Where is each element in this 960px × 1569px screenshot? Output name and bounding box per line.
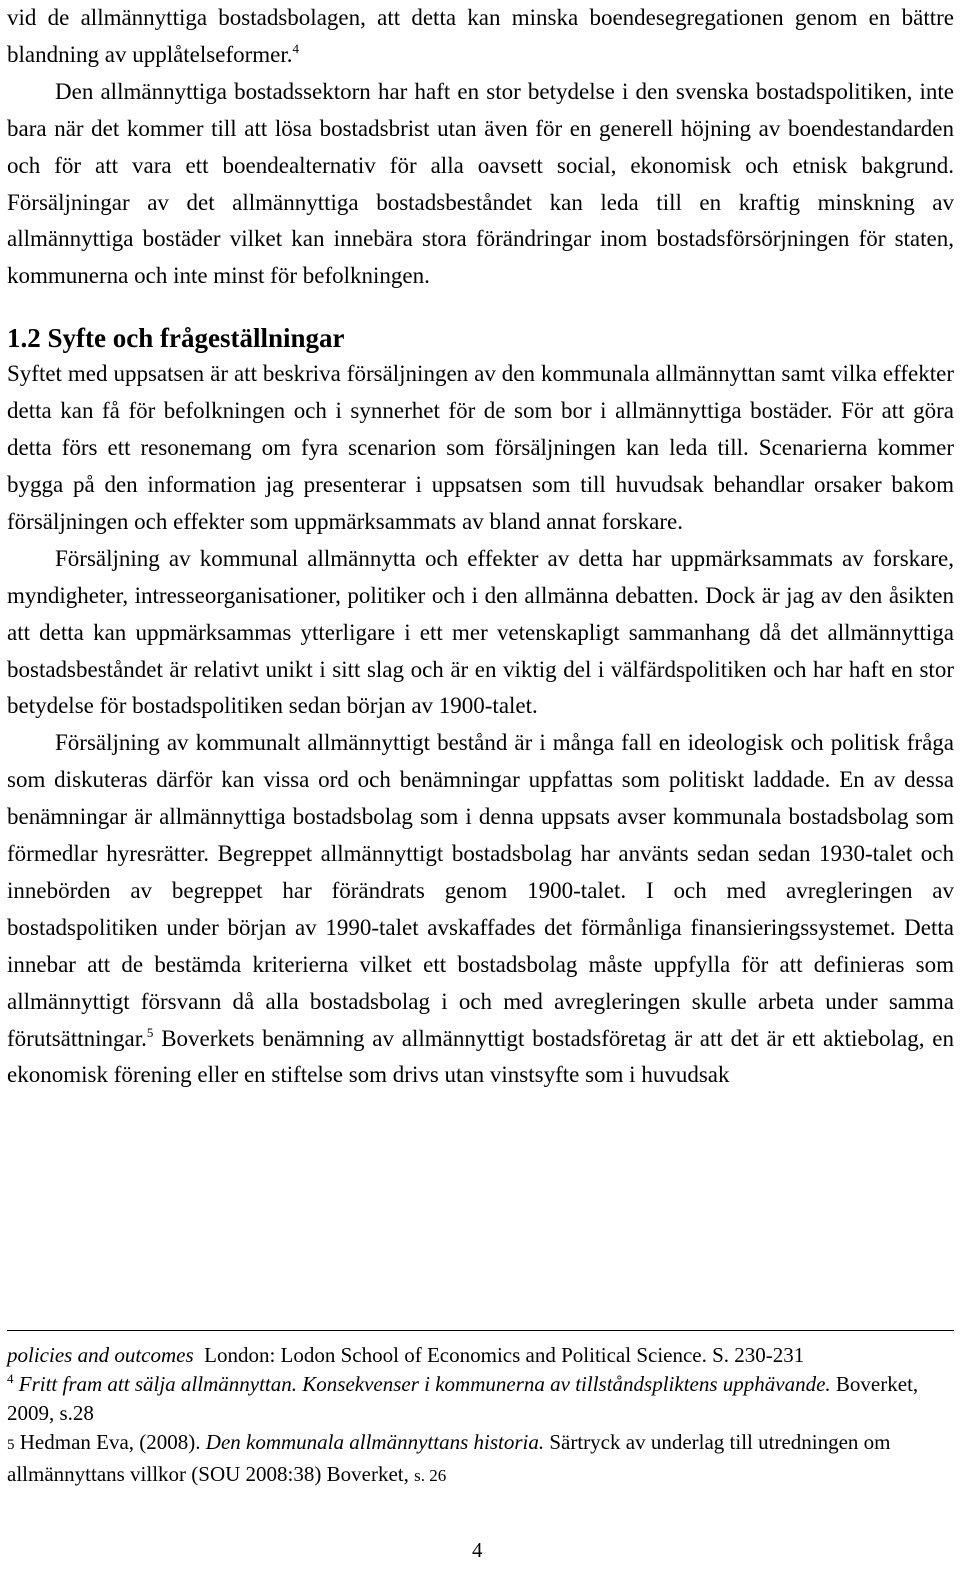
paragraph-1: vid de allmännyttiga bostadsbolagen, att detta kan minska boendesegregationen genom en bättre blandning av upplåtelseformer.$^4$	[7, 5, 954, 67]
footnotes	[7, 1341, 954, 1490]
paragraph-2: Den allmännyttiga bostadssektorn har haft en stor betydelse i den svenska bostadspolitiken, inte bara när det kommer till att lösa bostadsbrist utan även för en generell höjning av boendestandarden och för att vara ett boendealternativ för alla oavsett social, ekonomisk och etnisk bakgrund. Försäljningar av det allmännyttiga bostadsbeståndet kan leda till en kraftig minskning av allmännyttiga bostäder vilket kan innebära stora förändringar inom bostadsförsörjningen för staten, kommunerna och inte minst för befolkningen.	[7, 78, 954, 289]
paragraph-5: Försäljning av kommunalt allmännyttigt bestånd är i många fall en ideologisk och politisk fråga som diskuteras därför kan vissa ord och benämningar uppfattas som politiskt laddade. En av dessa benämningar är allmännyttiga bostadsbolag som i denna uppsats avser kommunala bostadsbolag som förmedlar hyresrätter. Begreppet allmännyttigt bostadsbolag har använts sedan sedan 1930-talet och innebörden av begreppet har förändrats genom 1900-talet. I och med avregleringen av bostadspolitiken under början av 1990-talet avskaffades det förmånliga finansieringssystemet. Detta innebar att de bestämda kriterierna vilket ett bostadsbolag måste uppfylla för att definieras som allmännyttigt försvann då alla bostadsbolag i och med avregleringen skulle arbeta under samma förutsättningar.$^5$ Boverkets benämning av allmännyttigt bostadsföretag är att det är ett aktiebolag, en ekonomisk förening eller en stiftelse som drivs utan vinstsyfte som i huvudsak	[7, 730, 955, 1088]
footnote-separator	[7, 1330, 954, 1331]
section-heading: 1.2 Syfte och frågeställningar	[7, 323, 345, 354]
footnote-5: 5 Hedman Eva, (2008). Den kommunala allmännyttans historia. Särtryck av underlag till utredningen om allmännyttans villkor (SOU 2008:38) Boverket, s. 26	[7, 1430, 891, 1486]
page-number: 4	[472, 1538, 483, 1562]
paragraph-3: Syftet med uppsatsen är att beskriva försäljningen av den kommunala allmännyttan samt vilka effekter detta kan få för befolkningen och i synnerhet för de som bor i allmännyttiga bostäder. För att göra detta förs ett resonemang om fyra scenarion som försäljningen kan leda till. Scenarierna kommer bygga på den information jag presenterar i uppsatsen som till huvudsak behandlar orsaker bakom försäljningen och effekter som uppmärksammats av bland annat forskare.	[7, 361, 954, 534]
footnote-continued: policies and outcomes London: Lodon School of Economics and Political Science. S. 230-231	[7, 1343, 805, 1367]
document-page	[7, 0, 955, 1486]
footnote-4: $^4$ Fritt fram att sälja allmännyttan. Konsekvenser i kommunerna av tillståndspliktens upphävande. Boverket, 2009, s.28	[7, 1371, 919, 1425]
paragraph-4: Försäljning av kommunal allmännytta och effekter av detta har uppmärksammats av forskare, myndigheter, intresseorganisationer, politiker och i den allmänna debatten. Dock är jag av den åsikten att detta kan uppmärksammas ytterligare i ett mer vetenskapligt sammanhang då det allmännyttiga bostadsbeståndet är relativt unikt i sitt slag och är en viktig del i välfärdspolitiken och har haft en stor betydelse för bostadspolitiken sedan början av 1900-talet.	[7, 545, 954, 719]
footnote-ref-5: 5	[146, 1024, 154, 1040]
footnote-ref-4: 4	[292, 40, 300, 56]
